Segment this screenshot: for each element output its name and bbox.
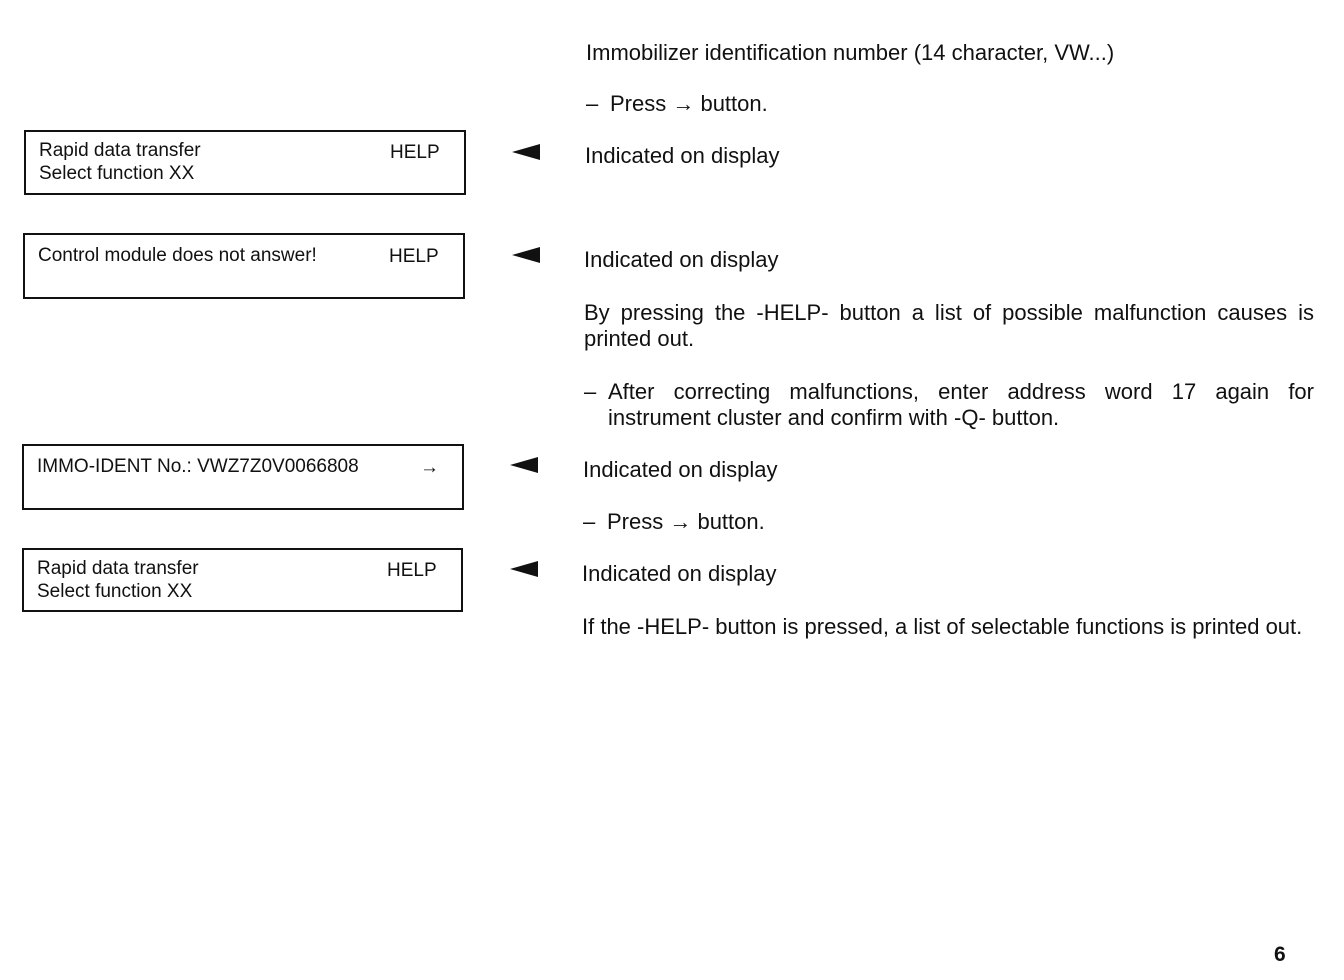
display-help-label: HELP	[390, 142, 440, 163]
step-dash: –	[584, 379, 597, 404]
display-line-1: Rapid data transfer	[39, 140, 201, 161]
display-arrow-right-icon: →	[420, 457, 439, 478]
page-number: 6	[1274, 943, 1286, 966]
pointer-triangle-icon	[510, 561, 540, 577]
display-note: Indicated on display	[585, 143, 780, 168]
immobilizer-id-number-label: Immobilizer identification number (14 character, VW...)	[586, 40, 1115, 65]
display-box-control-module-no-answer	[23, 233, 465, 299]
display-note: Indicated on display	[583, 457, 778, 482]
second-press-arrow-step: Press → button.	[607, 509, 765, 534]
display-line-2: Select function XX	[39, 163, 195, 184]
display-help-label: HELP	[389, 246, 439, 267]
press-arrow-step: Press → button.	[610, 91, 768, 116]
display-box-rapid-data-transfer	[24, 130, 466, 195]
display-help-label: HELP	[387, 560, 437, 581]
display-note: Indicated on display	[582, 561, 777, 586]
pointer-triangle-icon	[512, 144, 542, 160]
display-box-immo-ident	[22, 444, 464, 510]
pointer-triangle-icon	[510, 457, 540, 473]
display-box-rapid-data-transfer-2	[22, 548, 463, 612]
pointer-triangle-icon	[512, 247, 542, 263]
display-note: Indicated on display	[584, 247, 779, 272]
step-dash: –	[583, 509, 596, 534]
display-line-1: IMMO-IDENT No.: VWZ7Z0V0066808	[37, 456, 359, 477]
help-functions-paragraph: If the -HELP- button is pressed, a list of selectable functions is printed out.	[582, 614, 1303, 639]
display-line-1: Control module does not answer!	[38, 245, 317, 266]
step-dash: –	[586, 91, 599, 116]
help-malfunction-paragraph: By pressing the -HELP- button a list of possible malfunction causes is printed out.	[584, 300, 1314, 351]
after-correcting-step: After correcting malfunctions, enter address word 17 again for instrument cluster and confirm with -Q- button.	[608, 379, 1314, 430]
display-line-1: Rapid data transfer	[37, 558, 199, 579]
display-line-2: Select function XX	[37, 581, 193, 602]
